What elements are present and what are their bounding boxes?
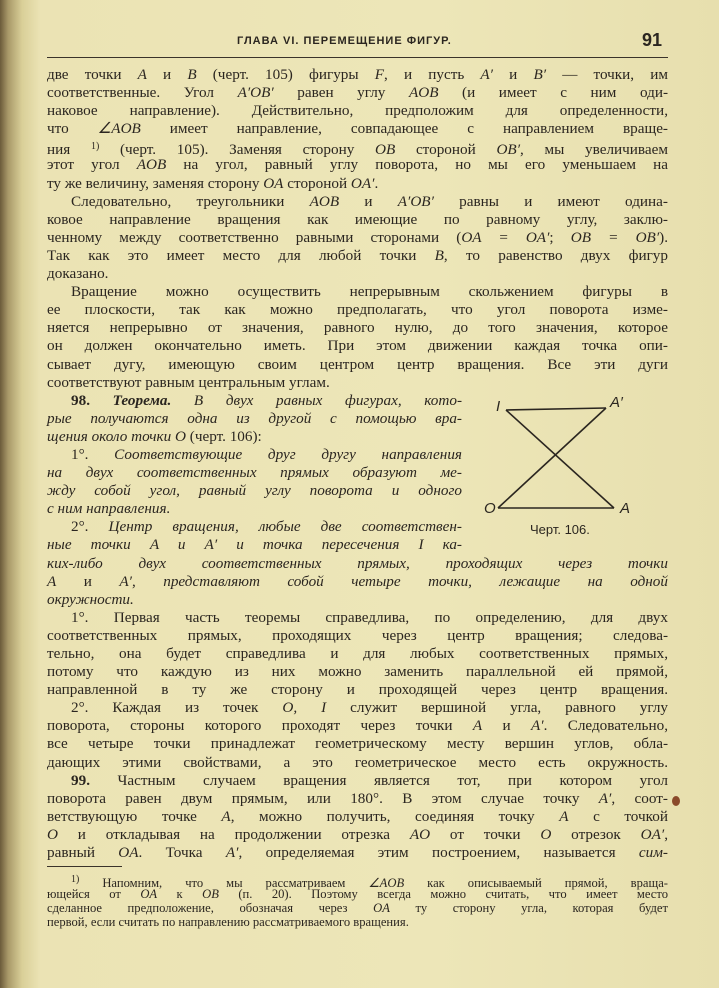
text-segment: A [472, 717, 483, 735]
text-segment: , соот- [611, 789, 668, 807]
footnote-line [47, 873, 668, 890]
text-line [47, 663, 668, 681]
text-line [47, 808, 668, 826]
text-line [47, 301, 668, 319]
text-segment: B [187, 66, 197, 83]
text-segment: O [47, 825, 58, 843]
text-segment: , то равенство двух фигур [443, 246, 668, 264]
text-segment: сделанное предположение, обозначая через [47, 901, 374, 915]
text-segment [90, 392, 113, 409]
text-segment: две точки [47, 66, 138, 83]
text-segment: этот угол [47, 156, 137, 174]
text-segment: с ним направления. [47, 500, 171, 518]
text-line [47, 772, 668, 790]
text-segment: F [374, 66, 385, 83]
text-segment: 98. [71, 391, 90, 409]
text-line [47, 211, 668, 229]
text-segment: ∠AOB [97, 120, 141, 138]
text-line [47, 573, 668, 591]
text-line [47, 609, 668, 627]
text-line [47, 645, 668, 663]
text-segment: , и пусть [384, 66, 481, 83]
footnote-line [47, 901, 668, 915]
figure-106 [478, 394, 653, 520]
chapter-title: ГЛАВА VI. ПЕРЕМЕЩЕНИЕ ФИГУР. [237, 35, 452, 47]
text-segment: A′OB′ [237, 84, 274, 102]
text-segment: , [664, 825, 668, 843]
text-segment: B′ [533, 66, 547, 83]
text-segment: жду собой угол, равный углу поворота и одного [47, 482, 462, 500]
text-segment: OB′ [496, 141, 521, 159]
text-segment: и откладывая на продолжении отрезка [57, 825, 410, 843]
text-segment: на угол, равный углу поворота, но мы его уменьшаем на [166, 156, 668, 174]
text-segment: (и имеет с ним оди- [438, 84, 669, 102]
text-segment: 2°. Каждая из точек [71, 699, 283, 717]
text-segment: ные точки A и A′ и точка пересечения I ка- [47, 536, 462, 554]
text-segment: (черт. 105). Заменяя сторону [99, 141, 375, 159]
text-segment: Частным случаем вращения является тот, при котором угол [89, 771, 668, 789]
text-segment: соответственные. Угол [47, 84, 238, 102]
text-segment: с точкой [568, 807, 668, 825]
footnote-rule [47, 866, 122, 867]
text-line [47, 826, 668, 844]
text-segment: Центр вращения, любые две соответствен- [108, 518, 462, 536]
text-line [47, 374, 668, 392]
text-segment: поворота, стороны которого проходят через точки [47, 717, 473, 735]
text-line [47, 102, 668, 120]
text-segment: доказано. [47, 265, 109, 283]
text-segment: 2°. [71, 518, 109, 536]
text-segment: как описываемый прямой, враща- [404, 876, 668, 890]
text-segment: OB [202, 887, 219, 901]
text-line [47, 193, 668, 211]
text-segment: . Точка [138, 844, 226, 862]
text-segment: ющейся от [47, 887, 141, 901]
text-line [47, 156, 668, 174]
text-segment: AOB [136, 156, 167, 174]
text-segment: A′ [530, 717, 544, 735]
text-line [47, 247, 668, 265]
text-segment: Так как это имеет место для любой точки [47, 246, 435, 264]
text-segment: , определяемая этим построением, называется [238, 844, 639, 862]
text-segment: Следовательно, треугольники [71, 192, 310, 210]
text-segment: Теорема. [112, 391, 172, 409]
text-segment: AOB [309, 192, 340, 210]
text-line [47, 319, 668, 337]
text-line [47, 717, 668, 735]
text-segment: 1°. Первая часть теоремы справедлива, по определению, для двух [71, 608, 668, 626]
line-Aprime-O [498, 408, 606, 508]
text-segment: равны и имеют одина- [433, 192, 668, 210]
text-segment: стороной [395, 141, 497, 159]
text-segment: сим- [638, 844, 668, 862]
text-line [47, 555, 668, 573]
footnote-line [47, 915, 668, 929]
line-I-Aprime [506, 408, 606, 410]
page-number: 91 [641, 30, 662, 50]
text-segment: наковое направление). Действительно, предположим для определенности, [47, 102, 668, 120]
text-segment: ния [47, 141, 91, 159]
text-segment: A [559, 807, 569, 825]
text-segment: имеет направление, совпадающее с направлением враще- [140, 120, 668, 138]
text-segment: ту сторону угла, которая будет [389, 901, 668, 915]
text-segment: соответствуют равным центральным углам. [47, 373, 330, 391]
text-segment: 1) [71, 874, 80, 885]
text-line [47, 229, 668, 247]
text-segment: направленной в ту же сторону и проходящей через центр вращения. [47, 681, 668, 699]
text-segment: ких-либо двух соответственных прямых, проходящих через точки [47, 554, 668, 572]
text-segment: сывает дугу, имеющую своим центром центр вращения. Все эти дуги [47, 355, 668, 373]
text-segment: рые получаются одна из другой с помощью вра- [47, 409, 462, 427]
text-segment: A′OB′ [397, 192, 434, 210]
text-segment: соответственных прямых, проходящих через центр вращения; следова- [47, 626, 668, 644]
text-segment: A′ [598, 789, 612, 807]
text-segment: В двух равных фигурах, кото- [171, 391, 463, 409]
text-line [47, 120, 668, 138]
text-segment: ∠AOB [368, 876, 405, 890]
text-segment: что [47, 120, 98, 138]
text-segment: OA [373, 901, 390, 915]
text-line [47, 681, 668, 699]
text-segment: он должен окончательно иметь. При этом движении каждая точка опи- [47, 337, 668, 355]
text-segment: ветствующую точке [47, 807, 222, 825]
text-line [47, 84, 668, 102]
text-segment: A′ [480, 66, 494, 83]
text-segment: ковое направление вращения как имеющие по равному углу, заклю- [47, 210, 668, 228]
text-segment: и [339, 192, 398, 210]
text-segment: и [482, 717, 531, 735]
text-segment: , можно получить, соединяя точку [230, 807, 560, 825]
text-segment: щения около точки O [47, 427, 186, 445]
text-segment: представляют собой четыре точки, лежащие на одной [163, 572, 668, 590]
text-segment: равен углу [273, 84, 409, 102]
text-line [47, 265, 668, 283]
text-segment: тельно, она будет справедлива и для любых соответственных прямых, [47, 645, 668, 662]
text-segment: Напомним, что мы рассматриваем [79, 876, 369, 890]
text-line [47, 356, 668, 374]
text-segment: . [374, 174, 379, 192]
text-segment: OA′ [350, 174, 375, 192]
text-segment: , [131, 572, 164, 590]
running-header [47, 30, 668, 55]
text-segment: , мы увеличиваем [520, 141, 668, 159]
text-line [47, 175, 668, 193]
text-segment: OA [118, 844, 139, 862]
text-segment: няется непрерывно от значения, равного нулю, до того значения, которое [47, 319, 668, 337]
text-segment: потому что каждую из них можно заменить параллельной ей прямой, [47, 663, 668, 681]
label-A-prime: A′ [610, 394, 623, 411]
header-rule [47, 57, 668, 58]
text-segment: OA = OA′ [461, 228, 550, 246]
text-segment: поворота равен двум прямым, или 180°. В этом случае точку [47, 789, 599, 807]
text-line [47, 138, 668, 159]
text-segment: отрезок [551, 825, 641, 843]
text-segment: дающих этими свойствами, а это геометрическое место есть окружность. [47, 753, 668, 771]
text-line [47, 591, 668, 609]
text-segment: OA′ [640, 825, 665, 843]
text-segment: и [56, 572, 120, 590]
label-I: I [496, 398, 501, 415]
text-segment: первой, если считать по направлению рассматриваемого вращения. [47, 915, 409, 929]
text-segment: (черт. 105) фигуры [196, 66, 375, 83]
text-segment: ту же величину, заменяя сторону [47, 174, 264, 192]
text-line [47, 790, 668, 808]
text-segment: к [157, 887, 203, 901]
footnote-line [47, 887, 668, 901]
text-segment: ; [549, 228, 571, 246]
text-line [47, 392, 462, 410]
text-line [47, 500, 462, 518]
text-segment: на двух соответственных прямых образуют ме- [47, 464, 462, 482]
text-segment: A [47, 572, 57, 590]
text-line [47, 844, 668, 862]
label-A: A [620, 500, 631, 517]
text-line [47, 428, 462, 446]
text-line [47, 464, 462, 482]
text-segment: все четыре точки принадлежат геометрическому месту вершин углов, обла- [47, 735, 668, 753]
text-segment: O [540, 825, 552, 843]
label-O: O [484, 500, 496, 517]
text-segment: OA [140, 887, 158, 901]
text-segment: A′ [225, 844, 239, 862]
text-segment: окружности. [47, 590, 134, 608]
text-segment: OA [263, 174, 284, 192]
text-segment: служит вершиной угла, равного углу [326, 699, 669, 717]
text-line [47, 627, 668, 645]
text-segment: OB [375, 141, 396, 159]
text-line [47, 699, 668, 717]
figure-caption: Черт. 106. [530, 522, 590, 537]
text-segment: Вращение можно осуществить непрерывным скольжением фигуры в [71, 283, 668, 301]
footnote [47, 873, 668, 929]
text-segment: (черт. 106): [185, 427, 262, 445]
text-segment: AOB [408, 84, 439, 102]
text-line [47, 482, 462, 500]
text-segment: ее плоскости, так как можно предполагать, что угол поворота изме- [47, 301, 668, 319]
text-line [47, 735, 668, 753]
text-segment: равный [47, 844, 119, 862]
text-segment: от точки [430, 825, 541, 843]
text-segment: . Следовательно, [543, 717, 668, 735]
text-segment: ченному между соответственно равными сторонами ( [47, 228, 462, 246]
text-segment: 99. [71, 771, 90, 789]
text-segment: и [146, 66, 188, 83]
text-line [47, 283, 668, 301]
text-segment: A [221, 807, 231, 825]
text-segment: AO [409, 825, 431, 843]
text-segment: O, I [282, 699, 327, 717]
text-line [47, 337, 668, 355]
text-line [47, 446, 462, 464]
text-segment: — точки, им [546, 66, 668, 83]
text-line [47, 754, 668, 772]
line-I-A [506, 410, 614, 508]
text-line [47, 536, 462, 554]
text-line [47, 518, 462, 536]
text-segment: 1) [90, 141, 100, 153]
text-segment: OB = OB′ [570, 228, 660, 246]
text-segment: стороной [283, 174, 351, 192]
text-segment: и [493, 66, 534, 83]
text-segment: (п. 20). Поэтому всегда можно считать, что имеет место [218, 887, 668, 901]
text-segment: A′ [119, 572, 132, 590]
text-line [47, 410, 462, 428]
text-segment: Соответствующие друг другу направления [114, 445, 462, 463]
text-segment: ). [659, 228, 668, 246]
text-segment: A [137, 66, 147, 83]
text-line [47, 66, 668, 84]
paper-stain [672, 796, 680, 806]
text-segment: B [434, 246, 444, 264]
text-segment: 1°. [71, 445, 115, 463]
